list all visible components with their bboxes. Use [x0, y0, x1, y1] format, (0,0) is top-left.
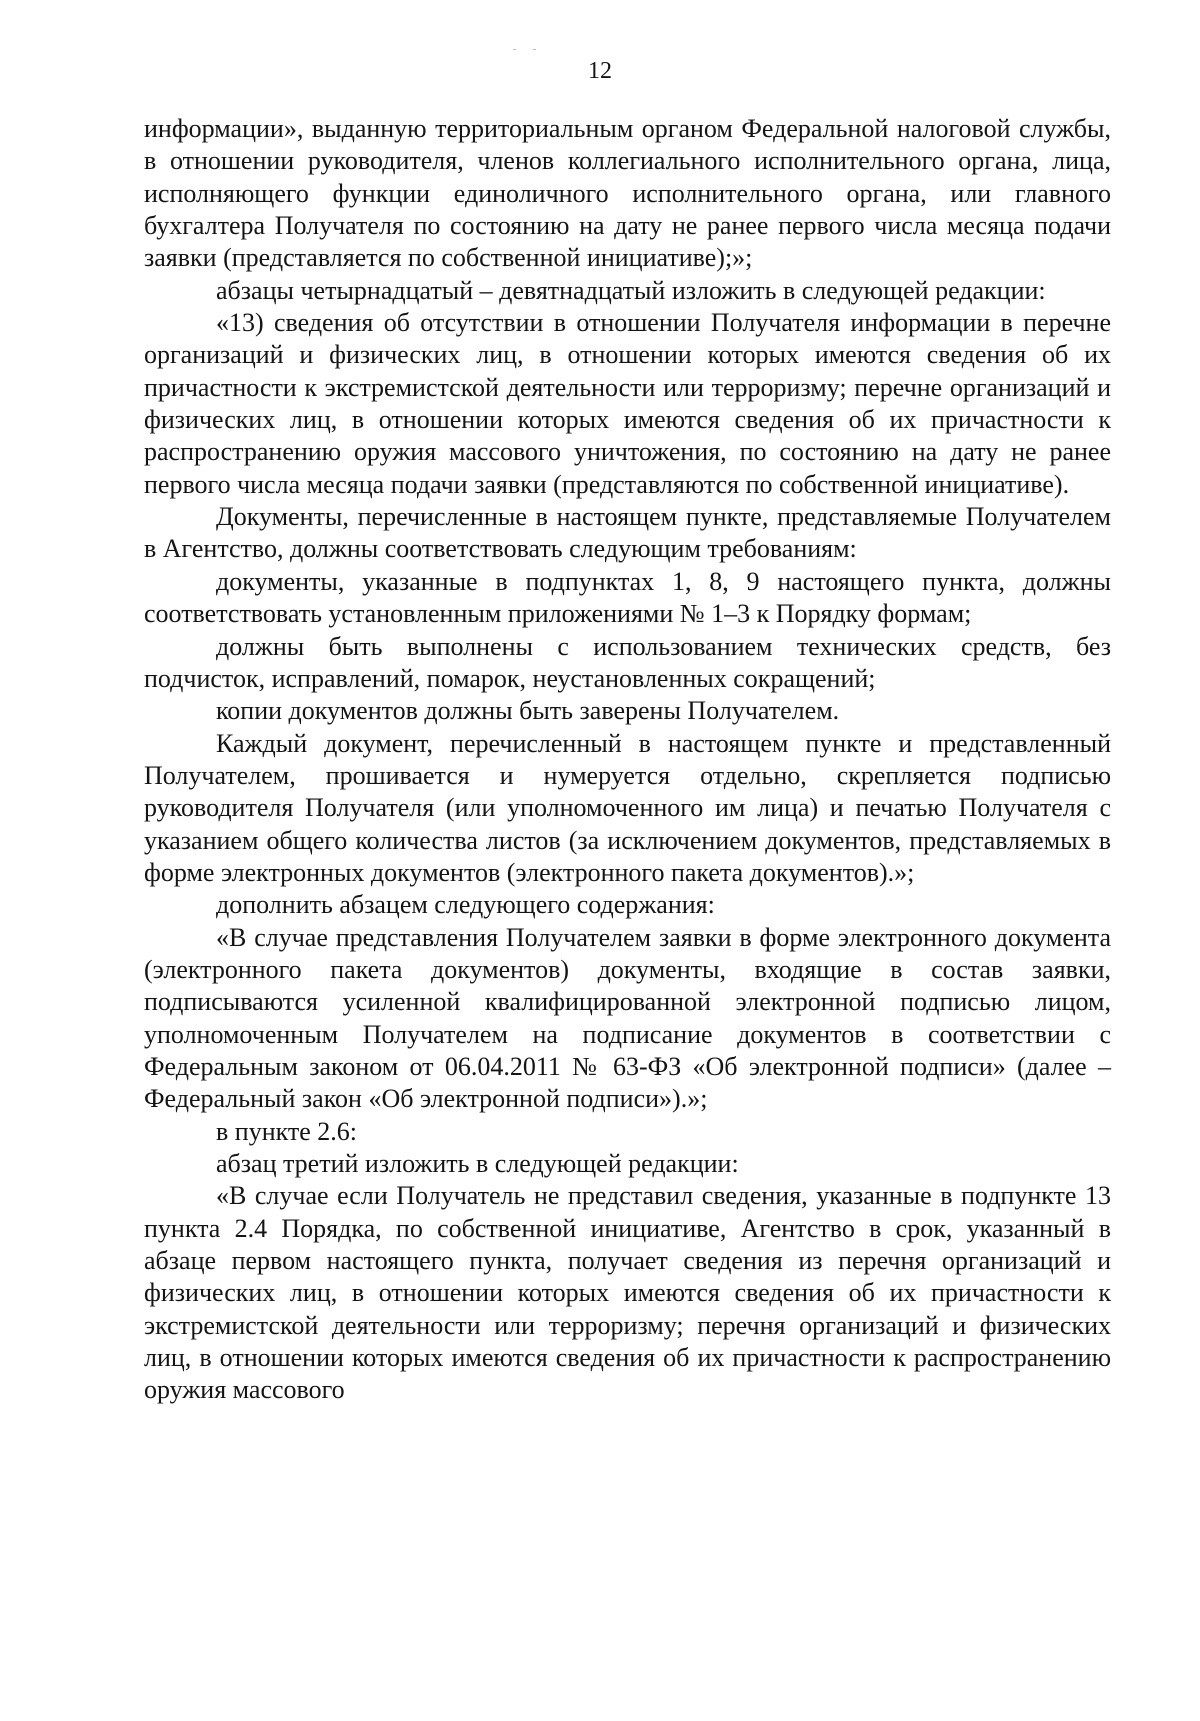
- paragraph: «13) сведения об отсутствии в отношении Получателя информации в перечне организаций и физических лиц, в отношении которых имеются сведения об их причастности к экстремистской деятельности или терроризму; перечне организаций и физических лиц, в отношении которых имеются сведения об их причастности к распространению оружия массового уничтожения, по состоянию на дату не ранее первого числа месяца подачи заявки (представляются по собственной инициативе).: [144, 308, 1111, 499]
- paragraph: Каждый документ, перечисленный в настоящем пункте и представленный Получателем, прошивается и нумеруется отдельно, скрепляется подписью руководителя Получателя (или уполномоченного им лица) и печатью Получателя с указанием общего количества листов (за исключением документов, представляемых в форме электронных документов (электронного пакета документов).»;: [144, 728, 1111, 887]
- paragraph: документы, указанные в подпунктах 1, 8, 9 настоящего пункта, должны соответствовать установленным приложениями № 1–3 к Порядку формам;: [144, 566, 1111, 629]
- page-number: 12: [588, 58, 612, 84]
- paragraph: «В случае представления Получателем заявки в форме электронного документа (электронного пакета документов) документы, входящие в состав заявки, подписываются усиленной квалифицированной электронной подписью лицом, уполномоченным Получателем на подписание документов в соответствии с Федеральным законом от 06.04.2011 № 63-ФЗ «Об электронной подписи» (далее – Федеральный закон «Об электронной подписи»).»;: [144, 922, 1111, 1114]
- paragraph: копии документов должны быть заверены Получателем.: [216, 696, 840, 726]
- paragraph: абзац третий изложить в следующей редакции:: [216, 1149, 739, 1178]
- paragraph: Документы, перечисленные в настоящем пункте, представляемые Получателем в Агентство, должны соответствовать следующим требованиям:: [144, 502, 1111, 564]
- paragraph: информации», выданную территориальным органом Федеральной налоговой службы, в отношении руководителя, членов коллегиального исполнительного органа, лица, исполняющего функции единоличного исполнительного органа, или главного бухгалтера Получателя по состоянию на дату не ранее первого числа месяца подачи заявки (представляется по собственной инициативе);»;: [144, 114, 1111, 273]
- paragraph: дополнить абзацем следующего содержания:: [216, 890, 715, 920]
- paragraph: «В случае если Получатель не представил сведения, указанные в подпункте 13 пункта 2.4 Порядка, по собственной инициативе, Агентство в срок, указанный в абзаце первом настоящего пункта, получает сведения из перечня организаций и физических лиц, в отношении которых имеются сведения об их причастности к экстремистской деятельности или терроризму; перечня организаций и физических лиц, в отношении которых имеются сведения об их причастности к распространению оружия массового: [144, 1181, 1111, 1405]
- paragraph: в пункте 2.6:: [216, 1116, 358, 1146]
- paragraph: должны быть выполнены с использованием технических средств, без подчисток, исправлений, помарок, неустановленных сокращений;: [144, 631, 1111, 693]
- document-body: [144, 113, 1111, 1407]
- scan-speck: [513, 49, 516, 50]
- scan-speck: [533, 49, 536, 50]
- paragraph: абзацы четырнадцатый – девятнадцатый изложить в следующей редакции:: [216, 275, 1046, 305]
